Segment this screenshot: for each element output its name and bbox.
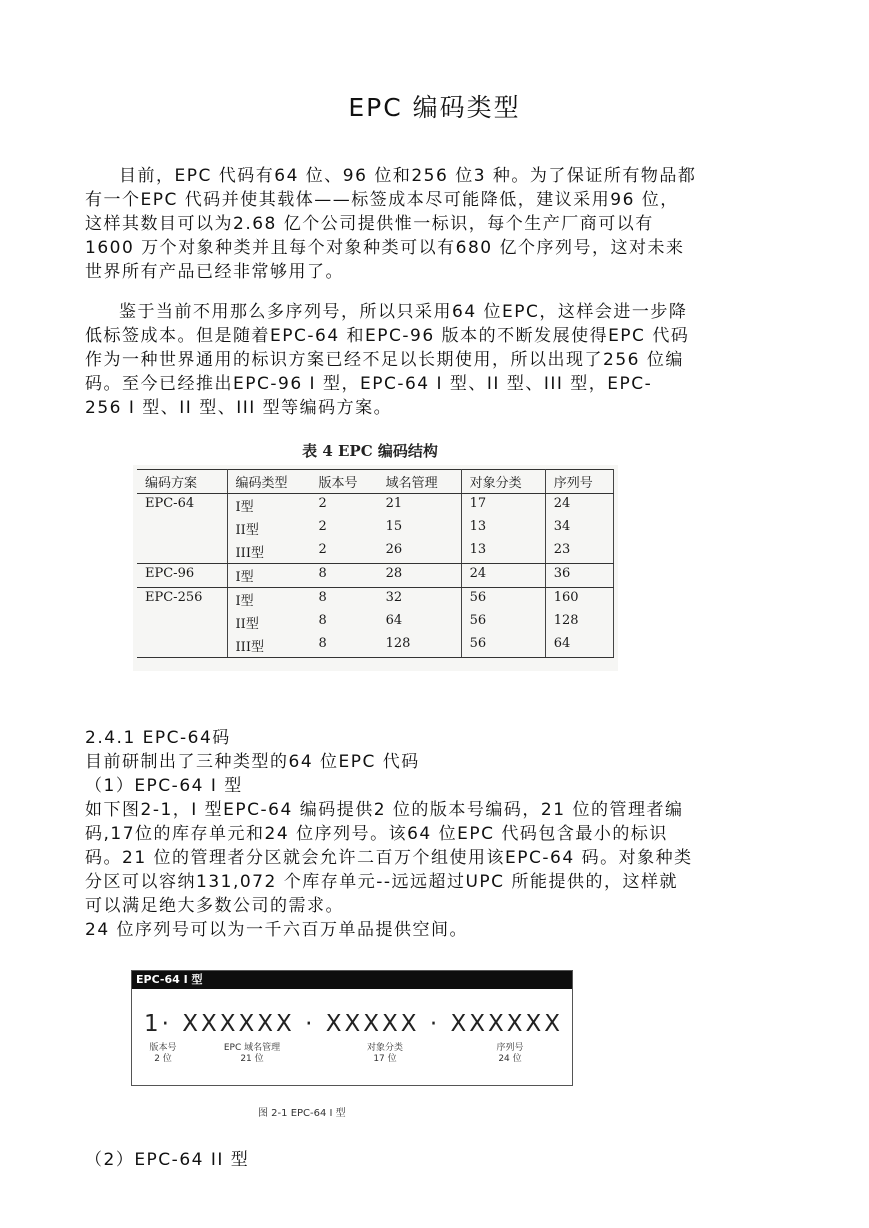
text-line: 1600 万个对象种类并且每个对象种类可以有680 亿个序列号，这对未来 xyxy=(85,238,685,258)
text-line: 码,17位的库存单元和24 位序列号。该64 位EPC 代码包含最小的标识 xyxy=(85,824,668,844)
table-cell: 128 xyxy=(545,611,613,634)
table-header-cell: 版本号 xyxy=(311,470,378,494)
table-header-row xyxy=(137,470,614,494)
table-header-cell: 对象分类 xyxy=(461,470,545,494)
page-title: EPC 编码类型 xyxy=(348,93,521,122)
table-row xyxy=(137,588,614,612)
section-intro: 目前研制出了三种类型的64 位EPC 代码 xyxy=(85,752,420,772)
text-line: 作为一种世界通用的标识方案已经不足以长期使用，所以出现了256 位编 xyxy=(85,350,684,370)
text-line: 24 位序列号可以为一千六百万单品提供空间。 xyxy=(85,920,469,940)
table-cell: 28 xyxy=(378,564,462,588)
text-line: 目前，EPC 代码有64 位、96 位和256 位3 种。为了保证所有物品都 xyxy=(119,166,697,186)
table-cell: 160 xyxy=(545,588,613,612)
table-row xyxy=(137,540,614,564)
label-name: 序列号 xyxy=(496,1043,524,1053)
table-cell: EPC-256 xyxy=(137,588,227,612)
table-cell: III型 xyxy=(227,634,311,658)
text-line: 256 I 型、II 型、III 型等编码方案。 xyxy=(85,398,393,418)
table-cell: I型 xyxy=(227,564,311,588)
table-cell: III型 xyxy=(227,540,311,564)
table-caption: 表 4 EPC 编码结构 xyxy=(302,442,438,460)
table-cell: 8 xyxy=(318,590,327,605)
table-cell: 56 xyxy=(461,588,545,612)
table-cell: EPC-96 xyxy=(137,564,227,588)
label-name: EPC 域名管理 xyxy=(223,1043,281,1053)
table-row xyxy=(137,494,614,518)
table-cell: II型 xyxy=(235,523,259,538)
label-bits: 24 位 xyxy=(498,1054,522,1064)
table-cell xyxy=(137,540,227,564)
table-cell: 8 xyxy=(311,634,378,658)
table-cell: 17 xyxy=(461,494,545,518)
table-row xyxy=(137,564,614,588)
table-row xyxy=(137,611,614,634)
label-name: 对象分类 xyxy=(366,1043,403,1053)
figure-label-object-class xyxy=(357,1043,413,1065)
label-bits: 17 位 xyxy=(373,1054,397,1064)
table-cell: 15 xyxy=(378,517,462,540)
epc-structure-table xyxy=(133,465,618,671)
figure-label-domain xyxy=(212,1043,292,1065)
table-cell: 36 xyxy=(545,564,613,588)
table-cell: 2 xyxy=(318,496,327,511)
figure-label-version xyxy=(140,1043,186,1065)
text-line: 码。至今已经推出EPC-96 I 型，EPC-64 I 型、II 型、III 型，EPC- xyxy=(85,374,653,394)
table-cell: 64 xyxy=(378,611,462,634)
table-cell: 21 xyxy=(378,494,462,518)
table-cell xyxy=(137,517,227,540)
table-cell: I型 xyxy=(235,594,254,609)
table-cell: 56 xyxy=(461,611,545,634)
figure-label-serial xyxy=(482,1043,538,1065)
table-cell: EPC-64 xyxy=(137,494,227,518)
figure-caption: 图 2-1 EPC-64 I 型 xyxy=(258,1108,346,1119)
table-cell: 26 xyxy=(378,540,462,564)
text-line: 如下图2-1，I 型EPC-64 编码提供2 位的版本号编码，21 位的管理者编 xyxy=(85,800,684,820)
label-bits: 2 位 xyxy=(154,1054,172,1064)
table-cell: 13 xyxy=(461,540,545,564)
table-cell: 34 xyxy=(545,517,613,540)
text-line: 有一个EPC 代码并使其载体——标签成本尽可能降低，建议采用96 位， xyxy=(85,190,679,210)
table-cell: 64 xyxy=(545,634,613,658)
text-line: 鉴于当前不用那么多序列号，所以只采用64 位EPC，这样会进一步降 xyxy=(119,302,688,322)
table-cell: 56 xyxy=(461,634,545,658)
table-cell: 24 xyxy=(545,494,613,518)
text-line: 世界所有产品已经非常够用了。 xyxy=(85,262,344,282)
table-cell: 128 xyxy=(378,634,462,658)
table-cell: 32 xyxy=(378,588,462,612)
subsection-heading: （1）EPC-64 I 型 xyxy=(85,776,243,796)
table-cell: 2 xyxy=(318,519,327,534)
text-line: 码。21 位的管理者分区就会允许二百万个组使用该EPC-64 码。对象种类 xyxy=(85,848,693,868)
table-cell: 24 xyxy=(461,564,545,588)
figure-code: 1· XXXXXX · XXXXX · XXXXXX xyxy=(144,1011,563,1037)
table-header-cell: 序列号 xyxy=(545,470,613,494)
epc64-type1-figure xyxy=(131,970,573,1086)
label-name: 版本号 xyxy=(149,1043,177,1053)
section-block xyxy=(85,726,775,942)
subsection-2 xyxy=(85,1148,775,1172)
subsection-heading: （2）EPC-64 II 型 xyxy=(85,1150,250,1170)
text-line: 分区可以容纳131,072 个库存单元--远远超过UPC 所能提供的，这样就 xyxy=(85,872,678,892)
table-header-cell: 域名管理 xyxy=(378,470,462,494)
paragraph-2 xyxy=(85,300,775,420)
section-heading: 2.4.1 EPC-64码 xyxy=(85,728,231,748)
table-header-cell: 编码类型 xyxy=(227,470,311,494)
table-cell: I型 xyxy=(235,500,254,515)
table-cell xyxy=(137,634,227,658)
figure-header: EPC-64 I 型 xyxy=(132,971,572,989)
text-line: 这样其数目可以为2.68 亿个公司提供惟一标识，每个生产厂商可以有 xyxy=(85,214,654,234)
table-cell: 8 xyxy=(311,564,378,588)
text-line: 低标签成本。但是随着EPC-64 和EPC-96 版本的不断发展使得EPC 代码 xyxy=(85,326,690,346)
data-table xyxy=(137,469,614,658)
paragraph-1 xyxy=(85,164,775,284)
text-line: 可以满足绝大多数公司的需求。 xyxy=(85,896,344,916)
table-row xyxy=(137,517,614,540)
table-cell: II型 xyxy=(235,617,259,632)
table-cell xyxy=(137,611,227,634)
table-cell: 2 xyxy=(311,540,378,564)
table-cell: 13 xyxy=(461,517,545,540)
table-header-cell: 编码方案 xyxy=(137,470,227,494)
label-bits: 21 位 xyxy=(240,1054,264,1064)
table-row xyxy=(137,634,614,658)
table-cell: 23 xyxy=(545,540,613,564)
table-cell: 8 xyxy=(318,613,327,628)
